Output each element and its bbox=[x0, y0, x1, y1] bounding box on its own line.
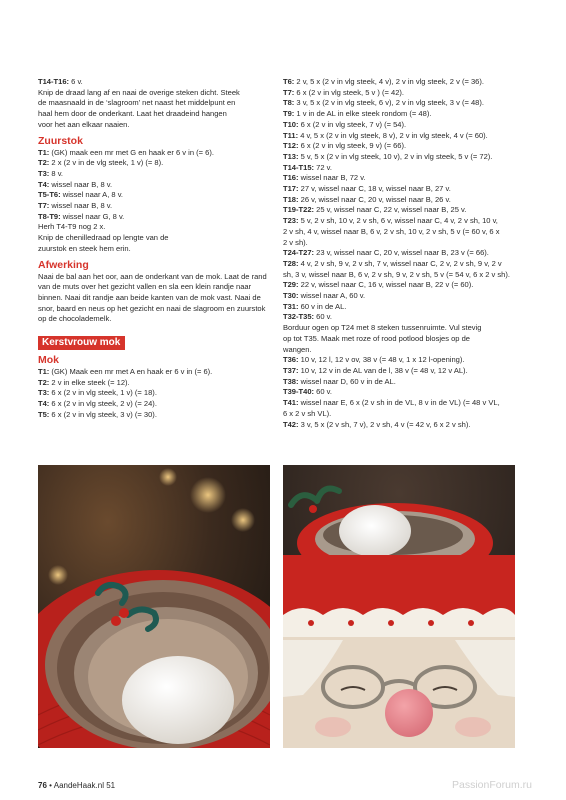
left-column bbox=[38, 77, 270, 421]
row-label: T41: bbox=[283, 398, 299, 408]
right-column bbox=[283, 77, 531, 430]
row-label: T5-T6: bbox=[38, 190, 61, 200]
section-title-afwerking: Afwerking bbox=[38, 258, 89, 271]
row-text: 6 x (2 v in vlg steek, 1 v) (= 18). bbox=[49, 388, 157, 398]
pattern-line bbox=[283, 216, 531, 227]
row-text: 6 x (2 v in vlg steek, 2 v) (= 24). bbox=[49, 399, 157, 409]
pattern-line bbox=[38, 410, 270, 421]
row-label: T38: bbox=[283, 376, 299, 386]
row-text: 6 x 2 v sh VL). bbox=[283, 408, 332, 418]
pattern-line bbox=[38, 233, 270, 244]
magazine-name: AandeHaak.nl 51 bbox=[53, 781, 116, 790]
row-label: T8: bbox=[283, 98, 295, 108]
pattern-line bbox=[38, 120, 270, 131]
pattern-line bbox=[38, 222, 270, 233]
row-text: 3 v, 5 x (2 v in vlg steek, 6 v), 2 v in vlg steek, 3 v (= 48). bbox=[294, 98, 484, 108]
row-text: 5 v, 2 v sh, 10 v, 2 v sh, 6 v, wissel naar C, 4 v, 2 v sh, 10 v, bbox=[298, 216, 498, 226]
pattern-line bbox=[283, 88, 531, 99]
row-label: T4: bbox=[38, 179, 50, 189]
pattern-line bbox=[38, 378, 270, 389]
row-label: T14-T16: bbox=[38, 77, 70, 86]
pattern-line bbox=[283, 409, 531, 420]
row-label: T7: bbox=[283, 87, 295, 97]
section-banner-kerstvrouw-mok: Kerstvrouw mok bbox=[38, 336, 125, 350]
pattern-line bbox=[38, 367, 270, 378]
pattern-line bbox=[283, 270, 531, 281]
row-text: Knip de draad lang af en naai de overige steken dicht. Steek bbox=[38, 87, 240, 97]
pattern-line bbox=[283, 141, 531, 152]
watermark: PassionForum.ru bbox=[452, 779, 532, 791]
row-label: T18: bbox=[283, 194, 299, 204]
pattern-line bbox=[283, 77, 531, 88]
row-text: wissel naar A, 60 v. bbox=[298, 291, 366, 301]
pattern-line bbox=[38, 388, 270, 399]
row-label: T12: bbox=[283, 141, 299, 151]
pattern-line bbox=[283, 420, 531, 431]
row-text: 22 v, wissel naar C, 16 v, wissel naar B, 22 v (= 60). bbox=[298, 280, 474, 290]
row-text: (GK) Maak een mr met A en haak er 6 v in (= 6). bbox=[49, 367, 213, 377]
pattern-line bbox=[38, 77, 270, 88]
row-text: Borduur ogen op T24 met 8 steken tussenruimte. Vul stevig bbox=[283, 323, 482, 333]
row-label: T7: bbox=[38, 201, 50, 211]
pattern-line bbox=[283, 377, 531, 388]
pattern-line bbox=[38, 158, 270, 169]
page-number: 76 bbox=[38, 781, 47, 790]
pattern-line bbox=[38, 109, 270, 120]
pattern-line bbox=[283, 163, 531, 174]
footer-bullet: • bbox=[49, 781, 52, 790]
row-text: 27 v, wissel naar C, 18 v, wissel naar B, 27 v. bbox=[298, 184, 451, 194]
pattern-line bbox=[38, 244, 270, 255]
row-label: T14-T15: bbox=[283, 162, 315, 172]
row-label: T1: bbox=[38, 147, 50, 157]
row-label: T37: bbox=[283, 365, 299, 375]
pattern-line bbox=[283, 398, 531, 409]
pattern-line bbox=[283, 98, 531, 109]
pattern-line bbox=[283, 227, 531, 238]
mok-pattern bbox=[38, 367, 270, 421]
row-label: T6: bbox=[283, 77, 295, 86]
row-text: wissel naar A, 8 v. bbox=[60, 190, 124, 200]
row-text: 2 v, 5 x (2 v in vlg steek, 4 v), 2 v in vlg steek, 2 v (= 36). bbox=[294, 77, 484, 86]
pattern-line bbox=[283, 345, 531, 356]
pattern-line bbox=[38, 190, 270, 201]
row-text: de maasnaald in de ‘slagroom’ net naast het middelpunt en bbox=[38, 98, 236, 108]
row-text: 8 v. bbox=[49, 168, 64, 178]
row-text: wissel naar G, 8 v. bbox=[60, 211, 125, 221]
row-text: Knip de chenilledraad op lengte van de bbox=[38, 233, 169, 243]
row-text: wissel naar B, 8 v. bbox=[49, 201, 113, 211]
row-label: T2: bbox=[38, 377, 50, 387]
intro-text bbox=[38, 77, 270, 131]
pattern-line bbox=[283, 131, 531, 142]
pattern-line bbox=[283, 195, 531, 206]
pattern-line bbox=[283, 355, 531, 366]
row-text: 26 v, wissel naar C, 20 v, wissel naar B, 26 v. bbox=[298, 194, 451, 204]
pattern-line bbox=[38, 212, 270, 223]
row-text: 4 v, 2 v sh, 9 v, 2 v sh, 7 v, wissel naar C, 2 v, 2 v sh, 9 v, 2 v bbox=[298, 258, 502, 268]
row-text: 5 v, 5 x (2 v in vlg steek, 10 v), 2 v in vlg steek, 5 v (= 72). bbox=[298, 151, 493, 161]
row-label: T10: bbox=[283, 119, 299, 129]
row-label: T36: bbox=[283, 355, 299, 365]
row-text: 6 x (2 v in vlg steek, 9 v) (= 66). bbox=[298, 141, 407, 151]
row-text: 6 x (2 v in vlg steek, 3 v) (= 30). bbox=[49, 409, 157, 419]
row-text: 10 v, 12 l, 12 v ov, 38 v (= 48 v, 1 x 12 l-opening). bbox=[298, 355, 465, 365]
pattern-line bbox=[38, 169, 270, 180]
row-label: T23: bbox=[283, 216, 299, 226]
pattern-line bbox=[38, 88, 270, 99]
row-text: 6 x (2 v in vlg steek, 5 v ) (= 42). bbox=[294, 87, 405, 97]
pattern-line bbox=[283, 312, 531, 323]
row-label: T1: bbox=[38, 367, 50, 377]
pattern-line bbox=[283, 109, 531, 120]
row-text: wissel naar E, 6 x (2 v sh in de VL, 8 v in de VL) (= 48 v VL, bbox=[298, 398, 500, 408]
pattern-line bbox=[38, 180, 270, 191]
pattern-line bbox=[38, 201, 270, 212]
row-text: 60 v in de AL. bbox=[298, 301, 347, 311]
pattern-line bbox=[283, 184, 531, 195]
pattern-line bbox=[283, 291, 531, 302]
row-text: sh, 3 v, wissel naar B, 6 v, 2 v sh, 9 v, 2 v sh, 5 v (= 54 v, 6 x 2 v sh). bbox=[283, 269, 510, 279]
row-label: T11: bbox=[283, 130, 299, 140]
row-label: T17: bbox=[283, 184, 299, 194]
row-label: T16: bbox=[283, 173, 299, 183]
row-label: T3: bbox=[38, 388, 50, 398]
pattern-line bbox=[283, 120, 531, 131]
section-title-mok: Mok bbox=[38, 354, 59, 367]
pattern-line bbox=[283, 248, 531, 259]
zuurstok-pattern bbox=[38, 148, 270, 255]
row-text: 2 x (2 v in de vlg steek, 1 v) (= 8). bbox=[49, 158, 164, 168]
pattern-line bbox=[38, 98, 270, 109]
row-text: 6 v. bbox=[69, 77, 83, 86]
row-text: 1 v in de AL in elke steek rondom (= 48). bbox=[294, 109, 432, 119]
pattern-line bbox=[283, 387, 531, 398]
mok-pattern-continued bbox=[283, 77, 531, 430]
row-label: T29: bbox=[283, 280, 299, 290]
row-text: wissel naar B, 72 v. bbox=[298, 173, 366, 183]
page-footer bbox=[38, 781, 115, 790]
pattern-line bbox=[283, 238, 531, 249]
row-text: (GK) maak een mr met G en haak er 6 v in (= 6). bbox=[49, 147, 214, 157]
row-text: 60 v. bbox=[314, 387, 332, 397]
pattern-line bbox=[283, 259, 531, 270]
row-text: 2 v in elke steek (= 12). bbox=[49, 377, 130, 387]
row-label: T8-T9: bbox=[38, 211, 61, 221]
row-label: T39-T40: bbox=[283, 387, 315, 397]
row-text: Herh T4-T9 nog 2 x. bbox=[38, 222, 106, 232]
photo-mug-face bbox=[283, 465, 515, 748]
row-text: 3 v, 5 x (2 v sh, 7 v), 2 v sh, 4 v (= 42 v, 6 x 2 v sh). bbox=[298, 419, 471, 429]
pattern-line bbox=[38, 399, 270, 410]
row-label: T30: bbox=[283, 291, 299, 301]
row-text: 2 v sh). bbox=[283, 237, 308, 247]
row-text: op tot T35. Maak met roze of rood potlood blosjes op de bbox=[283, 333, 470, 343]
row-label: T32-T35: bbox=[283, 312, 315, 322]
row-text: wissel naar D, 60 v in de AL. bbox=[298, 376, 396, 386]
row-label: T5: bbox=[38, 409, 50, 419]
row-label: T9: bbox=[283, 109, 295, 119]
photo-mug-top-view bbox=[38, 465, 270, 748]
afwerking-text: Naai de bal aan het oor, aan de onderkant van de mok. Laat de rand van de muts over het gezicht vallen en sla een klein randje naar binnen. Naai dit randje aan beide kanten van de mok vast. Naai de snor, baard en neus op het gezicht en naai de slagroom en zuurstok op de chocolademelk. bbox=[38, 271, 267, 324]
row-text: voor het aan elkaar naaien. bbox=[38, 119, 130, 129]
row-text: wangen. bbox=[283, 344, 312, 354]
row-label: T19-T22: bbox=[283, 205, 315, 215]
row-text: 72 v. bbox=[314, 162, 332, 172]
pattern-line bbox=[283, 280, 531, 291]
row-text: zuurstok en steek hem erin. bbox=[38, 243, 131, 253]
pattern-line bbox=[283, 205, 531, 216]
pattern-line bbox=[283, 152, 531, 163]
pattern-line bbox=[283, 323, 531, 334]
row-text: 25 v, wissel naar C, 22 v, wissel naar B, 25 v. bbox=[314, 205, 467, 215]
pattern-line bbox=[283, 366, 531, 377]
row-label: T31: bbox=[283, 301, 299, 311]
row-label: T3: bbox=[38, 168, 50, 178]
row-label: T13: bbox=[283, 151, 299, 161]
row-text: 23 v, wissel naar C, 20 v, wissel naar B, 23 v (= 66). bbox=[314, 248, 489, 258]
pattern-line bbox=[38, 148, 270, 159]
row-text: 6 x (2 v in vlg steek, 7 v) (= 54). bbox=[298, 119, 407, 129]
row-label: T4: bbox=[38, 399, 50, 409]
row-text: 2 v sh, 4 v, wissel naar B, 6 v, 2 v sh, 10 v, 2 v sh, 5 v (= 60 v, 6 x bbox=[283, 226, 500, 236]
row-text: haal hem door de onderkant. Laat het draadeind hangen bbox=[38, 109, 227, 119]
pattern-line bbox=[283, 302, 531, 313]
row-text: 4 v, 5 x (2 v in vlg steek, 8 v), 2 v in vlg steek, 4 v (= 60). bbox=[298, 130, 488, 140]
row-text: wissel naar B, 8 v. bbox=[49, 179, 113, 189]
row-label: T28: bbox=[283, 258, 299, 268]
row-text: 60 v. bbox=[314, 312, 332, 322]
section-title-zuurstok: Zuurstok bbox=[38, 134, 83, 147]
row-label: T24-T27: bbox=[283, 248, 315, 258]
row-label: T2: bbox=[38, 158, 50, 168]
row-label: T42: bbox=[283, 419, 299, 429]
pattern-line bbox=[283, 173, 531, 184]
row-text: 10 v, 12 v in de AL van de l, 38 v (= 48 v, 12 v AL). bbox=[298, 365, 468, 375]
pattern-line bbox=[283, 334, 531, 345]
